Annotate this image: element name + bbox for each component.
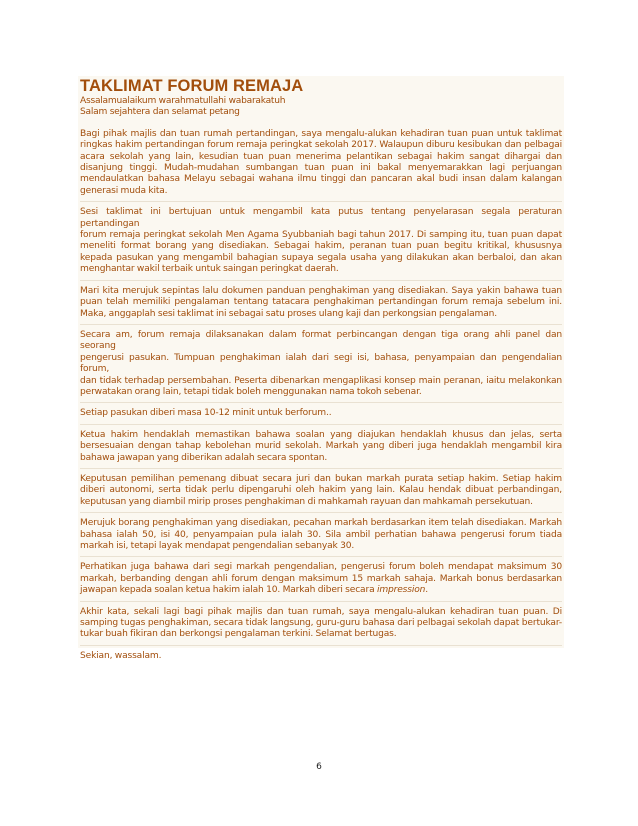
paragraph-line: Secara am, forum remaja dilaksanakan dalam format perbincangan dengan tiga orang ahli panel dan seorang: [80, 329, 562, 352]
paragraph-line: keputusan yang diambil mirip proses penghakiman di mahkamah rayuan dan mahkamah persekutuan.: [80, 496, 533, 507]
paragraph-line: puan telah memiliki pengalaman tentang tatacara penghakiman pertandingan forum remaja sebelum ini.: [80, 297, 562, 308]
paragraph: [80, 281, 562, 324]
paragraph: [80, 403, 562, 423]
paragraph-line: Maka, anggaplah sesi taklimat ini sebagai satu proses ulang kaji dan perkongsian pengalaman.: [80, 308, 498, 319]
paragraph-line: Sesi taklimat ini bertujuan untuk mengambil kata putus tentang penyelarasan segala peraturan pertandingan: [80, 207, 562, 229]
paragraph: [80, 646, 562, 666]
paragraph-line: disanjung tinggi. Mudah-mudahan sumbangan tuan puan ini bakal menyemarakkan lagi perjuangan: [80, 163, 562, 174]
paragraph: [80, 557, 562, 600]
page-number: 6: [316, 762, 322, 772]
paragraph-line: Keputusan pemilihan pemenang dibuat secara juri dan bukan markah purata setiap hakim. Setiap hakim: [80, 473, 562, 484]
paragraph-line: Mari kita merujuk sepintas lalu dokumen panduan penghakiman yang disediakan. Saya yakin bahawa tuan: [80, 285, 562, 296]
paragraph-line: bersesuaian dengan tahap kebolehan murid sekolah. Markah yang diberi juga hendaklah mengambil kira: [80, 441, 562, 452]
paragraph: [80, 119, 562, 201]
paragraph-line: samping tugas penghakiman, secara tidak langsung, guru-guru bahasa dari pelbagai sekolah dapat bertukar-: [80, 618, 562, 629]
greeting-line: Assalamualaikum warahmatullahi wabarakatuh: [80, 96, 286, 106]
paragraph: [80, 513, 562, 556]
paragraph-line: markah, berbanding dengan ahli forum dengan maksimum 15 markah sahaja. Markah bonus berdasarkan: [80, 573, 562, 584]
paragraph-line: Perhatikan juga bahawa dari segi markah pengendalian, pengerusi forum boleh mendapat maksimum 30: [80, 562, 562, 573]
paragraph-line: kepada pasukan yang mengambil bahagian supaya segala usaha yang dilakukan akan berbaloi, dan akan: [80, 252, 562, 263]
paragraph-line: Bagi pihak majlis dan tuan rumah pertandingan, saya mengalu-alukan kehadiran tuan puan untuk taklimat: [80, 128, 562, 139]
italic-term: impression: [376, 585, 426, 596]
paragraph-line: bahawa jawapan yang diberikan adalah secara spontan.: [80, 452, 328, 463]
paragraph-line: Sekian, wassalam.: [80, 650, 162, 661]
paragraph-line: Merujuk borang penghakiman yang disediakan, pecahan markah berdasarkan item telah disediakan. Markah: [80, 518, 562, 529]
paragraph-line: Akhir kata, sekali lagi bagi pihak majlis dan tuan rumah, saya mengalu-alukan kehadiran tuan puan. Di: [80, 606, 562, 617]
document-title: TAKLIMAT FORUM REMAJA: [80, 77, 304, 95]
paragraph-line: acara sekolah yang lain, kesudian tuan puan menerima pelantikan sebagai hakim sangat dihargai dan: [80, 151, 562, 162]
paragraph-line: perwatakan orang lain, tetapi tidak boleh menggunakan nama tokoh sebenar.: [80, 386, 422, 397]
paragraph-line: bahasa ialah 50, isi 40, penyampaian pula ialah 30. Sila ambil perhatian bahawa pengerusi forum tiada: [80, 529, 562, 540]
document-body: [80, 96, 562, 666]
paragraph-line: meneliti format borang yang disediakan. Sebagai hakim, peranan tuan puan begitu kritikal, khususnya: [80, 241, 562, 252]
paragraph-line: dan tidak terhadap persembahan. Peserta dibenarkan mengaplikasi konsep main peranan, iaitu melakonkan: [80, 375, 562, 386]
paragraph-line: forum remaja peringkat sekolah Men Agama Syubbaniah bagi tahun 2017. Di samping itu, tuan puan dapat: [80, 230, 562, 241]
paragraph: [80, 325, 562, 402]
paragraph-line: Setiap pasukan diberi masa 10-12 minit untuk berforum..: [80, 408, 332, 419]
paragraph-line: jawapan kepada soalan ketua hakim ialah 10. Markah diberi secara impression.: [80, 585, 429, 596]
paragraph-line: tukar buah fikiran dan berkongsi pengalaman terkini. Selamat bertugas.: [80, 629, 397, 640]
greeting-line: Salam sejahtera dan selamat petang: [80, 107, 240, 118]
paragraph: [80, 469, 562, 512]
paragraph-line: menghantar wakil terbaik untuk saingan peringkat daerah.: [80, 264, 339, 275]
paragraph-line: diberi autonomi, serta tidak perlu dipengaruhi oleh hakim yang lain. Kalau hendak dibuat perbandingan,: [80, 485, 562, 496]
paragraph-line: pengerusi pasukan. Tumpuan penghakiman ialah dari segi isi, bahasa, penyampaian dan pengendalian forum,: [80, 352, 562, 375]
paragraph-line: mendaulatkan bahasa Melayu sebagai wahana ilmu tinggi dan pancaran akal budi insan dalam kalangan: [80, 174, 562, 185]
paragraph-line: markah isi, tetapi layak mendapat pengendalian sebanyak 30.: [80, 541, 355, 551]
paragraph-list: [80, 119, 562, 666]
paragraph-line: generasi muda kita.: [80, 185, 168, 196]
paragraph-line: ringkas hakim pertandingan forum remaja peringkat sekolah 2017. Walaupun diburu kesibukan dan pelbagai: [80, 140, 562, 151]
paragraph-line: Ketua hakim hendaklah memastikan bahawa soalan yang diajukan hendaklah khusus dan jelas, serta: [80, 429, 562, 440]
paragraph: [80, 202, 562, 279]
paragraph: [80, 425, 562, 468]
paragraph: [80, 602, 562, 645]
